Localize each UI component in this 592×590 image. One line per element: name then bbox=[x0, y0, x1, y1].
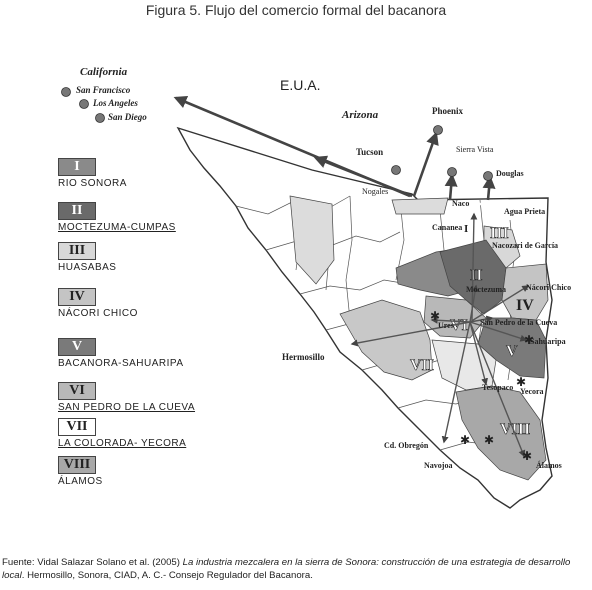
source-title: La industria mezcalera en la sierra de Sonora: construcción de una estrategia de desarrollo local bbox=[2, 557, 571, 581]
map-numeral-vii: VII bbox=[410, 357, 435, 374]
legend-label-i: RIO SONORA bbox=[58, 178, 127, 189]
dot-san-diego bbox=[96, 114, 105, 123]
legend-label-iv: NÁCORI CHICO bbox=[58, 308, 138, 319]
label-sierra-vista: Sierra Vista bbox=[456, 145, 494, 154]
label-naco: Naco bbox=[452, 199, 470, 208]
label-navojoa: Navojoa bbox=[424, 461, 453, 470]
map-numeral-i-top: I bbox=[464, 223, 469, 235]
legend-swatch-vi: VI bbox=[58, 382, 96, 400]
label-eua: E.U.A. bbox=[280, 77, 321, 93]
dot-phoenix bbox=[434, 126, 443, 135]
label-douglas: Douglas bbox=[496, 169, 524, 178]
star-ures: ✱ bbox=[430, 309, 441, 323]
label-moctezuma: Moctezuma bbox=[466, 285, 506, 294]
north-border-area bbox=[392, 198, 448, 214]
map-numeral-vi: VI bbox=[450, 317, 468, 334]
map-numeral-ii: II bbox=[470, 267, 483, 284]
label-agua-prieta: Agua Prieta bbox=[504, 207, 546, 216]
arrow-to-phoenix bbox=[414, 134, 436, 196]
map-numeral-v: V bbox=[506, 343, 518, 360]
label-nacori-chico: Nácori Chico bbox=[526, 283, 572, 292]
legend-swatch-v: V bbox=[58, 338, 96, 356]
star-yecora: ✱ bbox=[516, 375, 527, 389]
map-numeral-iv: IV bbox=[516, 297, 534, 314]
star-navojoa: ✱ bbox=[484, 433, 495, 447]
label-san-pedro: San Pedro de la Cueva bbox=[480, 318, 558, 327]
legend-swatch-iv: IV bbox=[58, 288, 96, 306]
label-tesopaco: Tesopaco bbox=[482, 383, 514, 392]
dot-douglas bbox=[484, 172, 493, 181]
source-prefix: Fuente: Vidal Salazar Solano et al. (2005) bbox=[2, 557, 180, 568]
label-california: California bbox=[80, 66, 128, 78]
dot-san-francisco bbox=[62, 88, 71, 97]
legend-swatch-viii: VIII bbox=[58, 456, 96, 474]
label-alamos-town: Álamos bbox=[536, 461, 562, 470]
arrow-to-douglas bbox=[488, 178, 490, 200]
dot-sierra-vista bbox=[448, 168, 457, 177]
map-numeral-viii: VIII bbox=[500, 421, 531, 438]
label-tucson: Tucson bbox=[356, 147, 384, 157]
legend-swatch-vii: VII bbox=[58, 418, 96, 436]
label-san-diego: San Diego bbox=[108, 112, 147, 122]
legend-swatch-iii: III bbox=[58, 242, 96, 260]
figure-title: Figura 5. Flujo del comercio formal del bacanora bbox=[145, 2, 447, 18]
arrow-to-sierra-vista bbox=[450, 176, 452, 200]
star-obregon: ✱ bbox=[460, 433, 471, 447]
label-nacozari: Nacozari de García bbox=[492, 241, 559, 250]
star-sahuaripa: ✱ bbox=[524, 333, 535, 347]
source-note bbox=[2, 556, 590, 582]
legend-label-viii: ÁLAMOS bbox=[58, 476, 103, 487]
source-suffix: . Hermosillo, Sonora, CIAD, A. C.- Consejo Regulador del Bacanora. bbox=[21, 570, 313, 581]
label-sahuaripa: Sahuaripa bbox=[530, 337, 566, 346]
legend-label-vii: LA COLORADA- YECORA bbox=[58, 438, 187, 449]
legend-swatch-ii: II bbox=[58, 202, 96, 220]
label-ures: Ures bbox=[438, 321, 454, 330]
label-cananea: Cananea bbox=[432, 223, 463, 232]
legend-label-ii: MOCTEZUMA-CUMPAS bbox=[58, 222, 176, 233]
label-san-francisco: San Francisco bbox=[76, 85, 131, 95]
map-numeral-iii: III bbox=[490, 225, 509, 242]
star-alamos: ✱ bbox=[522, 449, 533, 463]
dot-los-angeles bbox=[80, 100, 89, 109]
label-yecora: Yecora bbox=[520, 387, 544, 396]
legend-swatch-i: I bbox=[58, 158, 96, 176]
label-nogales: Nogales bbox=[362, 187, 389, 196]
legend-label-vi: SAN PEDRO DE LA CUEVA bbox=[58, 402, 196, 413]
label-hermosillo: Hermosillo bbox=[282, 352, 325, 362]
label-phoenix: Phoenix bbox=[432, 106, 464, 116]
label-los-angeles: Los Angeles bbox=[93, 98, 138, 108]
legend-label-v: BACANORA-SAHUARIPA bbox=[58, 358, 184, 369]
label-cd-obregon: Cd. Obregón bbox=[384, 441, 429, 450]
legend-label-iii: HUASABAS bbox=[58, 262, 117, 273]
dot-tucson bbox=[392, 166, 401, 175]
label-arizona: Arizona bbox=[342, 109, 379, 121]
